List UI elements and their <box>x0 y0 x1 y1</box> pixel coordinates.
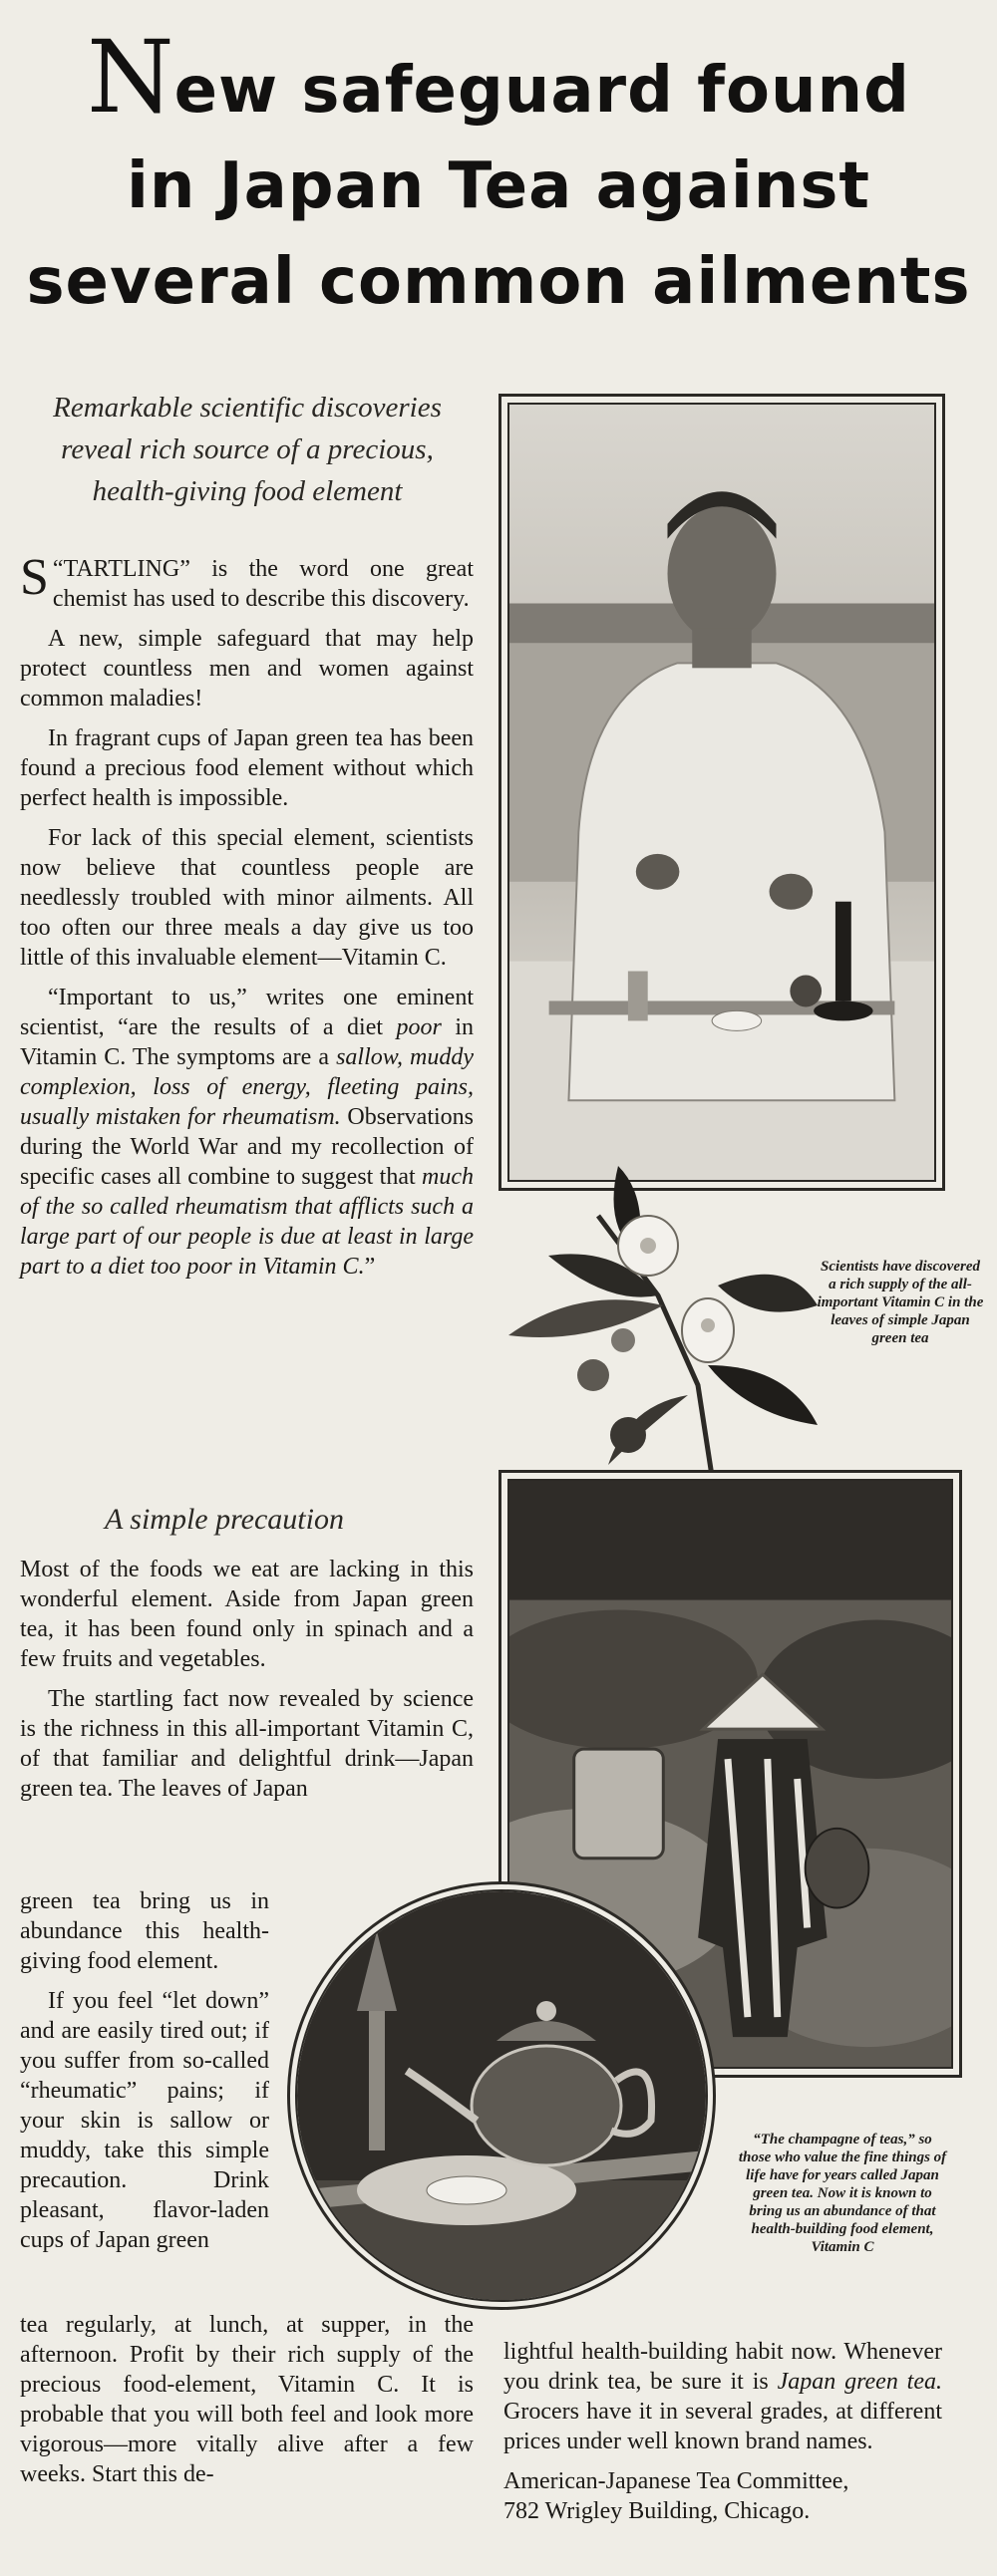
lower-column-text-narrow: green tea bring us in abundance this health-giving food element. If you feel “let down” and are easily tired out; if you suffer from so-called “rheumatic” pains; if your skin is sallow or muddy, take this simple precaution. Drink pleasant, flavor-laden cups of Japan green <box>20 1888 269 2253</box>
paragraph-8: If you feel “let down” and are easily tired out; if you suffer from so-called “rheumatic” pains; if your skin is sallow or muddy, take this simple precaution. Drink pleasant, flavor-laden cups of Japan green <box>20 1988 269 2253</box>
paragraph-2: A new, simple safeguard that may help protect countless men and women against common maladies! <box>20 626 474 712</box>
section-heading: A simple precaution <box>105 1503 344 1536</box>
chemist-photo <box>507 403 936 1182</box>
paragraph-5: “Important to us,” writes one eminent scientist, “are the results of a diet poor in Vitamin C. The symptoms are a sallow, muddy complexion, loss of energy, fleeting pains, usually mistaken for rheumatism. Observations during the World War and my recollection of specific cases all combine to suggest that much of the so called rheumatism that afflicts such a large part of our people is due at least in large part to a diet too poor in Vitamin C.” <box>20 985 475 1280</box>
caption-leaves: Scientists have discovered a rich supply of the all-important Vitamin C in the leaves of simple Japan green tea <box>817 1259 984 1346</box>
lower-column-bottom: tea regularly, at lunch, at supper, in the afternoon. Profit by their rich supply of the precious food-element, Vitamin C. It is probable that you will both feel and look more vigorous—more vitally alive after a few weeks. Start this de- <box>20 2312 474 2487</box>
paragraph-6: Most of the foods we eat are lacking in this wonderful element. Aside from Japan green tea, it has been found only in spinach and a few fruits and vegetables. <box>20 1557 474 1672</box>
tea-blossom-illustration <box>489 1136 818 1515</box>
left-column-text <box>20 549 475 1291</box>
paragraph-1: “ S TARTLING” is the word one great chemist has used to describe this discovery. <box>20 549 474 612</box>
chemist-photo-frame <box>498 394 945 1191</box>
headline <box>10 19 987 330</box>
paragraph-7: The startling fact now revealed by science is the richness in this all-important Vitamin C, of that familiar and delightful drink—Japan green tea. The leaves of Japan <box>20 1686 474 1802</box>
headline-line-2: in Japan Tea against <box>126 149 871 223</box>
right-column-bottom: lightful health-building habit now. Whenever you drink tea, be sure it is Japan green tea. Grocers have it in several grades, at different prices under well known brand names. American-Japanese Tea Committee, 782 Wrigley Building, Chicago. <box>503 2339 942 2524</box>
paragraph-4: For lack of this special element, scientists now believe that countless people are needlessly troubled with minor ailments. All too often our three meals a day give us too little of this invaluable element—Vitamin C. <box>20 825 474 971</box>
headline-line-1: New safeguard found <box>87 19 910 136</box>
signature: American-Japanese Tea Committee, 782 Wrigley Building, Chicago. <box>503 2468 849 2524</box>
headline-line-3: several common ailments <box>26 245 971 319</box>
caption-champagne: “The champagne of teas,” so those who value the fine things of life have for years called Japan green tea. Now it is known to bring us an abundance of that health-building food element, Vitamin C <box>738 2132 947 2255</box>
paragraph-3: In fragrant cups of Japan green tea has been found a precious food element without which perfect health is impossible. <box>20 725 474 811</box>
subhead: Remarkable scientific discoveries reveal rich source of a precious, health-giving food element <box>53 392 442 507</box>
drop-cap: S <box>20 549 49 606</box>
teapot-photo <box>287 1881 716 2310</box>
lower-column-text <box>20 1555 474 1814</box>
